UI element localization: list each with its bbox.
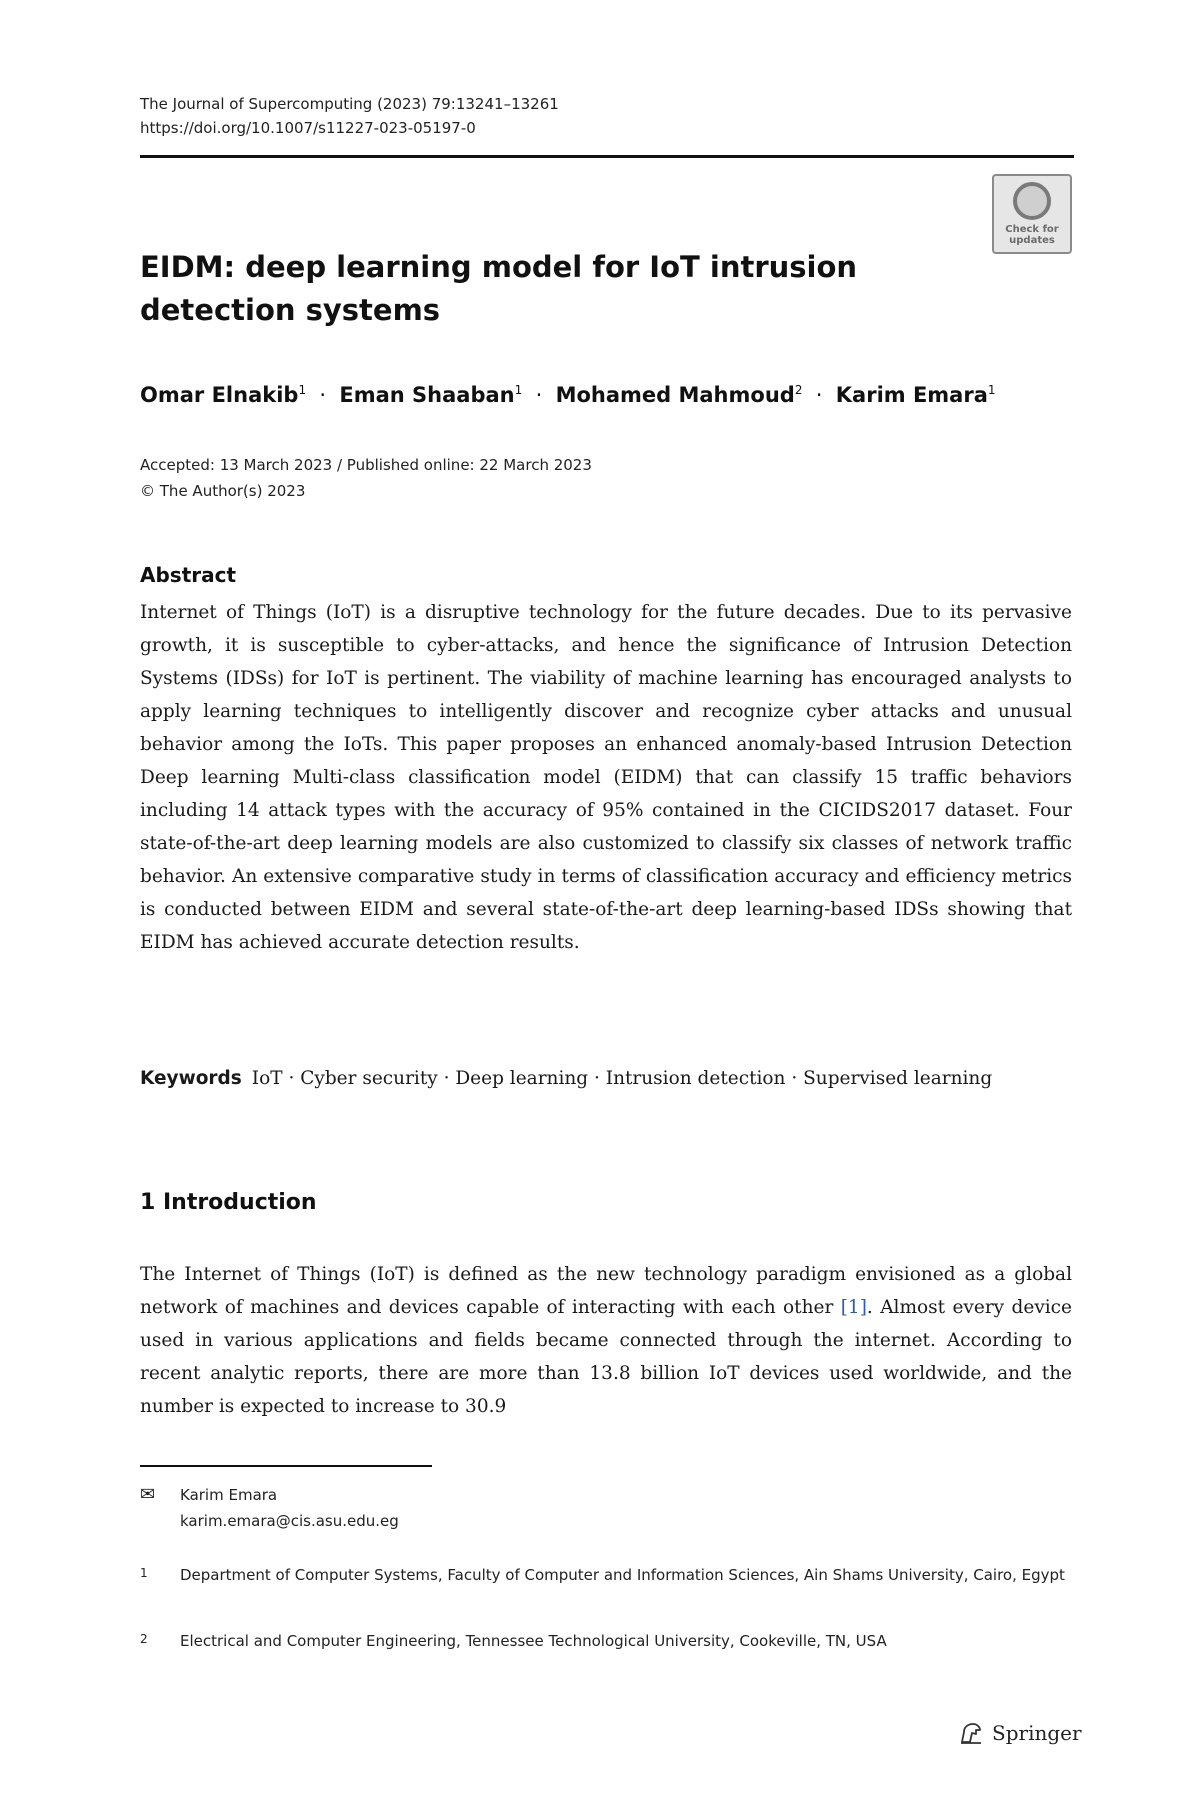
author-separator: · xyxy=(319,383,327,407)
contact-email[interactable]: karim.emara@cis.asu.edu.eg xyxy=(180,1512,399,1530)
affiliation-number: 1 xyxy=(140,1566,148,1580)
journal-header xyxy=(140,92,559,140)
publisher-logo xyxy=(958,1720,1082,1746)
contact-name: Karim Emara xyxy=(180,1486,278,1504)
paper-title: EIDM: deep learning model for IoT intrusion detection systems xyxy=(140,250,858,327)
author-affiliation: 1 xyxy=(298,383,307,397)
abstract-heading: Abstract xyxy=(140,563,237,587)
author-affiliation: 2 xyxy=(794,383,803,397)
doi-link[interactable]: https://doi.org/10.1007/s11227-023-05197-0 xyxy=(140,119,476,137)
copyright-notice: © The Author(s) 2023 xyxy=(140,482,306,500)
author-separator: · xyxy=(815,383,823,407)
introduction-paragraph xyxy=(140,1258,1072,1423)
affiliation-number: 2 xyxy=(140,1632,148,1646)
footnote-rule xyxy=(140,1465,432,1467)
check-for-updates-icon xyxy=(1013,182,1051,220)
affiliation-text: Department of Computer Systems, Faculty of Computer and Information Sciences, Ain Shams University, Cairo, Egypt xyxy=(180,1566,1065,1584)
corresponding-author xyxy=(180,1482,399,1534)
abstract-text: Internet of Things (IoT) is a disruptive technology for the future decades. Due to its pervasive growth, it is susceptible to cyber-attacks, and hence the significance of Intrusion Detection Systems (IDSs) for IoT is pertinent. The viability of machine learning has encouraged analysts to apply learning techniques to intelligently discover and recognize cyber attacks and unusual behavior among the IoTs. This paper proposes an enhanced anomaly-based Intrusion Detection Deep learning Multi-class classification model (EIDM) that can classify 15 traffic behaviors including 14 attack types with the accuracy of 95% contained in the CICIDS2017 dataset. Four state-of-the-art deep learning models are also customized to classify six classes of network traffic behavior. An extensive comparative study in terms of classification accuracy and efficiency metrics is conducted between EIDM and several state-of-the-art deep learning-based IDSs showing that EIDM has achieved accurate detection results. xyxy=(140,602,1072,953)
badge-label: Check for updates xyxy=(1005,224,1059,246)
envelope-icon: ✉ xyxy=(140,1484,156,1505)
citation-link[interactable]: [1] xyxy=(840,1297,867,1318)
keywords-text: IoT · Cyber security · Deep learning · Intrusion detection · Supervised learning xyxy=(251,1068,993,1089)
publisher-name: Springer xyxy=(992,1721,1082,1745)
author-affiliation: 1 xyxy=(987,383,996,397)
publication-dates xyxy=(140,452,592,504)
springer-horse-icon xyxy=(958,1720,984,1746)
header-rule xyxy=(140,155,1074,158)
journal-citation: The Journal of Supercomputing (2023) 79:13241–13261 xyxy=(140,95,559,113)
author-separator: · xyxy=(535,383,543,407)
intro-text-end: . Almost every device used in various applications and fields became connected through the internet. According to recent analytic reports, there are more than 13.8 billion IoT devices used worldwide, and the number is expected to increase to 30.9 xyxy=(140,1297,1072,1417)
author-name[interactable]: Karim Emara xyxy=(835,383,988,407)
check-for-updates-badge[interactable] xyxy=(992,174,1072,254)
intro-text-start: The Internet of Things (IoT) is defined as the new technology paradigm envisioned as a global network of machines and devices capable of interacting with each other xyxy=(140,1264,1072,1318)
author-name[interactable]: Eman Shaaban xyxy=(339,383,515,407)
section-heading-introduction: 1 Introduction xyxy=(140,1190,317,1215)
author-name[interactable]: Mohamed Mahmoud xyxy=(555,383,795,407)
affiliation-text: Electrical and Computer Engineering, Tennessee Technological University, Cookeville, TN, USA xyxy=(180,1632,887,1650)
author-list xyxy=(140,375,996,410)
accepted-published-dates: Accepted: 13 March 2023 / Published online: 22 March 2023 xyxy=(140,456,592,474)
keywords xyxy=(140,1062,1072,1095)
author-name[interactable]: Omar Elnakib xyxy=(140,383,299,407)
author-affiliation: 1 xyxy=(514,383,523,397)
keywords-label: Keywords xyxy=(140,1068,242,1089)
